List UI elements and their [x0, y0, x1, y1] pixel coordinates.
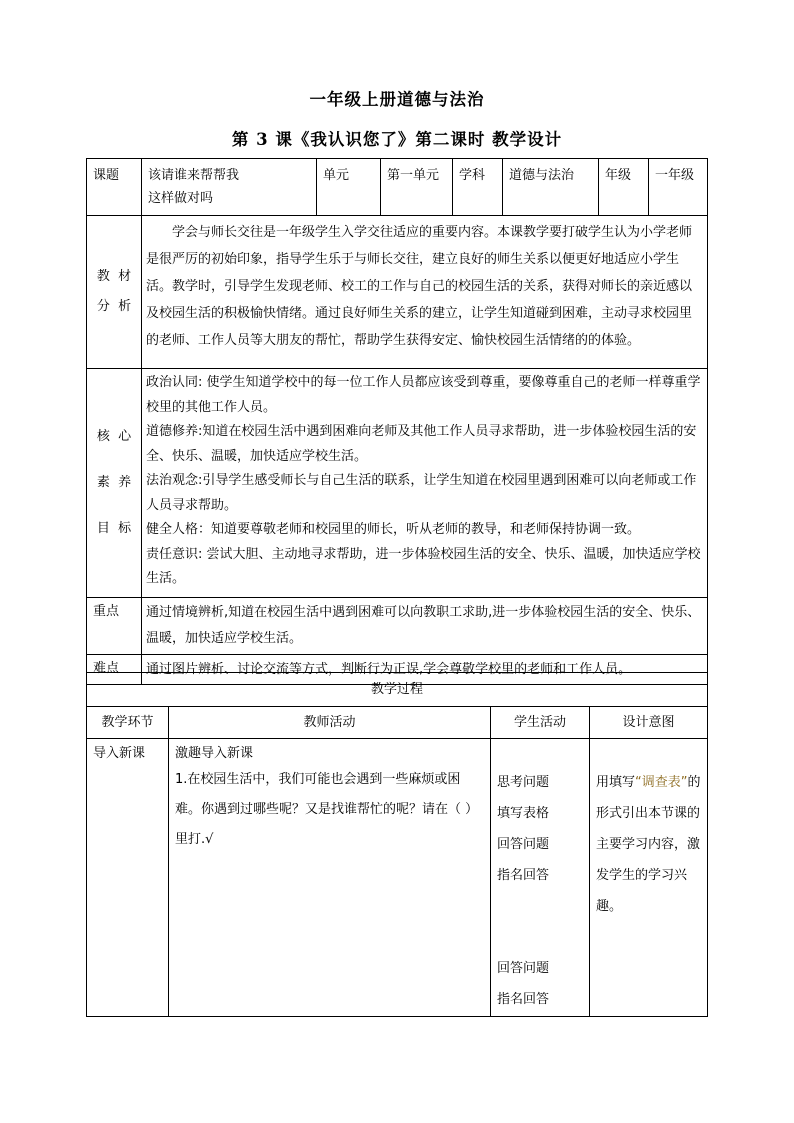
topic-line-2: 这样做对吗 — [148, 191, 214, 206]
student-activity-item: 回答问题 — [497, 961, 550, 976]
difficulty-text: 通过图片辨析、讨论交流等方式，判断行为正误,学会尊敬学校里的老师和工作人员。 — [142, 655, 708, 685]
core-goals-label: 核 心 素 养 目 标 — [87, 369, 142, 598]
lesson-title: 第 3 课《我认识您了》第二课时 教学设计 — [231, 130, 563, 149]
difficulty-label: 难点 — [87, 655, 142, 685]
key-point-row — [87, 598, 708, 655]
material-analysis-label: 教 材 分 析 — [87, 216, 142, 369]
process-row-intro — [87, 739, 708, 1017]
grade-value: 一年级 — [649, 159, 708, 216]
student-activity-item: 指名回答 — [497, 868, 550, 883]
design-quote: “调查表” — [635, 775, 688, 790]
core-goals-text — [142, 369, 708, 598]
subject-label: 学科 — [453, 159, 503, 216]
design-intent-cell — [590, 739, 708, 1017]
goal-personality: 健全人格：知道要尊敬老师和校园里的师长，听从老师的教导，和老师保持协调一致。 — [146, 522, 641, 537]
student-activity-item: 填写表格 — [497, 806, 550, 821]
process-title-row — [87, 673, 708, 707]
info-row — [87, 159, 708, 216]
topic-value — [142, 159, 317, 216]
design-text-before: 用填写 — [596, 775, 636, 790]
goal-law: 法治观念:引导学生感受师长与自己生活的联系，让学生知道在校园里遇到困难可以向老师或工作人员寻求帮助。 — [146, 473, 697, 513]
unit-value: 第一单元 — [381, 159, 453, 216]
key-point-label: 重点 — [87, 598, 142, 655]
process-header-row — [87, 707, 708, 739]
goal-responsibility: 责任意识: 尝试大胆、主动地寻求帮助，进一步体验校园生活的安全、快乐、温暖，加快适应学校生活。 — [146, 546, 701, 586]
unit-label: 单元 — [317, 159, 381, 216]
design-text-after: 的形式引出本节课的主要学习内容，激发学生的学习兴趣。 — [596, 775, 701, 914]
student-activity-item: 回答问题 — [497, 837, 550, 852]
teacher-activity-cell — [169, 739, 491, 1017]
teacher-text: 1.在校园生活中，我们可能也会遇到一些麻烦或困难。你遇到过哪些呢？又是找谁帮忙的呢？请在（ ）里打.√ — [175, 772, 479, 847]
col-header-teacher: 教师活动 — [169, 707, 491, 739]
topic-label: 课题 — [87, 159, 142, 216]
col-header-design: 设计意图 — [590, 707, 708, 739]
subject-value: 道德与法治 — [503, 159, 599, 216]
material-analysis-text: 学会与师长交往是一年级学生入学交往适应的重要内容。本课教学要打破学生认为小学老师是很严厉的初始印象，指导学生乐于与师长交往，建立良好的师生关系以便更好地适应小学生活。教学时，引导学生发现老师、校工的工作与自己的校园生活的关系，获得对师长的亲近感以及校园生活的积极愉快情绪。通过良好师生关系的建立，让学生知道碰到困难，主动寻求校园里的老师、工作人员等大朋友的帮忙，帮助学生获得安定、愉快校园生活情绪的的体验。 — [142, 216, 708, 369]
lesson-info-table — [86, 158, 708, 685]
teaching-process-table — [86, 672, 708, 1017]
teacher-heading: 激趣导入新课 — [175, 746, 254, 761]
goal-moral: 道德修养:知道在校园生活中遇到困难向老师及其他工作人员寻求帮助，进一步体验校园生活的安全、快乐、温暖，加快适应学校生活。 — [146, 424, 697, 464]
document-title: 一年级上册道德与法治 — [309, 90, 485, 109]
material-analysis-row — [87, 216, 708, 369]
key-point-text: 通过情境辨析,知道在校园生活中遇到困难可以向教职工求助,进一步体验校园生活的安全、快乐、温暖，加快适应学校生活。 — [142, 598, 708, 655]
student-activity-item: 思考问题 — [497, 775, 550, 790]
student-activity-item: 指名回答 — [497, 992, 550, 1007]
process-title: 教学过程 — [87, 673, 708, 707]
core-goals-row — [87, 369, 708, 598]
grade-label: 年级 — [599, 159, 649, 216]
col-header-stage: 教学环节 — [87, 707, 169, 739]
topic-line-1: 该请谁来帮帮我 — [148, 168, 240, 183]
goal-political: 政治认同: 使学生知道学校中的每一位工作人员都应该受到尊重，要像尊重自己的老师一样尊重学校里的其他工作人员。 — [146, 375, 701, 415]
stage-cell: 导入新课 — [87, 739, 169, 1017]
student-activity-cell — [491, 739, 590, 1017]
col-header-student: 学生活动 — [491, 707, 590, 739]
